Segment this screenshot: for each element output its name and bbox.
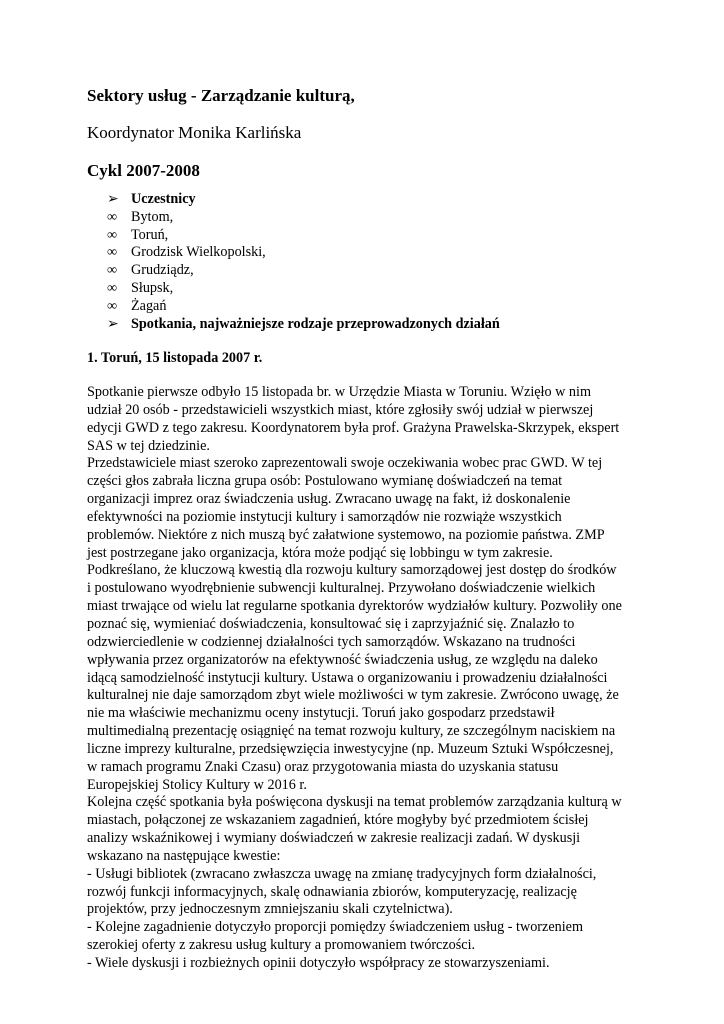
body-line: projektów, przy jednoczesnym zmniejszaniu skali czytelnictwa). — [87, 901, 453, 918]
body-line: jest postrzegane jako organizacja, która może podjąć się lobbingu w tym zakresie. — [87, 544, 553, 561]
body-line: miast trwające od wielu lat regularne spotkania dyrektorów wydziałów kultury. Pozwoliły one — [87, 598, 622, 615]
participants-list — [107, 191, 500, 333]
infinity-bullet-icon: ∞ — [107, 208, 118, 225]
list-item — [107, 209, 500, 227]
list-item — [107, 298, 500, 316]
body-text — [87, 384, 647, 973]
body-line: edycji GWD z tego zakresu. Koordynatorem była prof. Grażyna Prawelska-Skrzypek, ekspert — [87, 419, 620, 436]
body-line: efektywności na poziomie instytucji kultury i samorządów nie rozwiąże wszystkich — [87, 508, 562, 525]
body-line: poznać się, wymieniać doświadczenia, konsultować się i zaprzyjaźnić się. Znalazło to — [87, 615, 575, 632]
infinity-bullet-icon: ∞ — [107, 244, 118, 261]
list-item-text: Słupsk, — [131, 279, 174, 296]
list-item-text: Grudziądz, — [131, 262, 194, 279]
list-item-text: Toruń, — [131, 226, 169, 243]
section-heading: 1. Toruń, 15 listopada 2007 r. — [87, 350, 263, 366]
body-line: - Usługi bibliotek (zwracano zwłaszcza uwagę na zmianę tradycyjnych form działalności, — [87, 865, 597, 882]
body-line: udział 20 osób - przedstawicieli wszystkich miast, które zgłosiły swój udział w pierwszej — [87, 401, 594, 418]
body-line: - Kolejne zagadnienie dotyczyło proporcji pomiędzy świadczeniem usług - tworzeniem — [87, 919, 583, 936]
body-line: części głos zabrała liczna grupa osób: Postulowano wymianę doświadczeń na temat — [87, 473, 563, 490]
list-item — [107, 262, 500, 280]
body-line: idącą samodzielność instytucji kultury. Ustawa o organizowaniu i prowadzeniu działalności — [87, 669, 608, 686]
body-line: - Wiele dyskusji i rozbieżnych opinii dotyczyło współpracy ze stowarzyszeniami. — [87, 955, 550, 971]
body-line: wskazano na następujące kwestie: — [87, 847, 281, 864]
cycle-heading: Cykl 2007-2008 — [87, 161, 200, 180]
infinity-bullet-icon: ∞ — [107, 279, 118, 296]
body-line: SAS w tej dziedzinie. — [87, 437, 210, 454]
body-line: szerokiej oferty z zakresu usług kultury a promowaniem twórczości. — [87, 937, 476, 954]
body-line: rozwój funkcji informacyjnych, skalę odnawiania zbiorów, komputeryzację, realizację — [87, 883, 577, 900]
body-line: i postulowano wyodrębnienie subwencji kulturalnej. Przywołano doświadczenie wielkich — [87, 580, 596, 597]
list-item-text: Grodzisk Wielkopolski, — [131, 244, 266, 261]
list-item-text: Bytom, — [131, 208, 174, 225]
coordinator-line: Koordynator Monika Karlińska — [87, 123, 302, 142]
list-item-text: Żagań — [131, 297, 167, 314]
body-line: multimedialną prezentację osiągnięć na temat rozwoju kultury, ze szczególnym naciskiem na — [87, 723, 616, 740]
list-item-text: Uczestnicy — [131, 191, 196, 207]
body-line: nie ma właściwie mechanizmu oceny instytucji. Toruń jako gospodarz przedstawił — [87, 705, 555, 722]
arrow-bullet-icon: ➢ — [107, 191, 119, 207]
list-item — [107, 280, 500, 298]
infinity-bullet-icon: ∞ — [107, 297, 118, 314]
body-line: Przedstawiciele miast szeroko zaprezentowali swoje oczekiwania wobec prac GWD. W tej — [87, 455, 603, 472]
list-item — [107, 244, 500, 262]
body-line: problemów. Niektóre z nich muszą być załatwione systemowo, na poziomie państwa. ZMP — [87, 526, 605, 543]
body-line: Podkreślano, że kluczową kwestią dla rozwoju kultury samorządowej jest dostęp do środków — [87, 562, 617, 579]
body-line: odzwierciedlenie w codziennej działalności tych samorządów. Wskazano na trudności — [87, 633, 576, 650]
infinity-bullet-icon: ∞ — [107, 226, 118, 243]
body-line: w ramach programu Znaki Czasu) oraz przygotowania miasta do uzyskania statusu — [87, 758, 559, 775]
list-item — [107, 316, 500, 334]
document-title: Sektory usług - Zarządzanie kulturą, — [87, 86, 355, 105]
body-line: miastach, połączonej ze wskazaniem zagadnień, które mogłyby być przedmiotem ścisłej — [87, 812, 589, 829]
body-line: Spotkanie pierwsze odbyło 15 listopada br. w Urzędzie Miasta w Toruniu. Wzięło w nim — [87, 384, 592, 400]
list-item-text: Spotkania, najważniejsze rodzaje przeprowadzonych działań — [131, 315, 500, 332]
body-line: Kolejna część spotkania była poświęcona dyskusji na temat problemów zarządzania kulturą w — [87, 794, 622, 811]
list-item — [107, 227, 500, 245]
body-line: organizacji imprez oraz świadczenia usług. Zwracano uwagę na fakt, iż doskonalenie — [87, 491, 571, 508]
body-line: Europejskiej Stolicy Kultury w 2016 r. — [87, 776, 307, 793]
body-line: liczne imprezy kulturalne, przedsięwzięcia inwestycyjne (np. Muzeum Sztuki Współczesnej, — [87, 740, 614, 757]
list-item — [107, 191, 500, 209]
body-line: analizy wskaźnikowej i wymiany doświadczeń w zakresie realizacji zadań. W dyskusji — [87, 830, 581, 847]
infinity-bullet-icon: ∞ — [107, 262, 118, 279]
arrow-bullet-icon: ➢ — [107, 315, 119, 332]
body-line: kulturalnej nie daje samorządom zbyt wiele możliwości w tym zakresie. Zwrócono uwagę, że — [87, 687, 619, 704]
body-line: wpływania przez organizatorów na efektywność świadczenia usług, ze względu na daleko — [87, 651, 598, 668]
